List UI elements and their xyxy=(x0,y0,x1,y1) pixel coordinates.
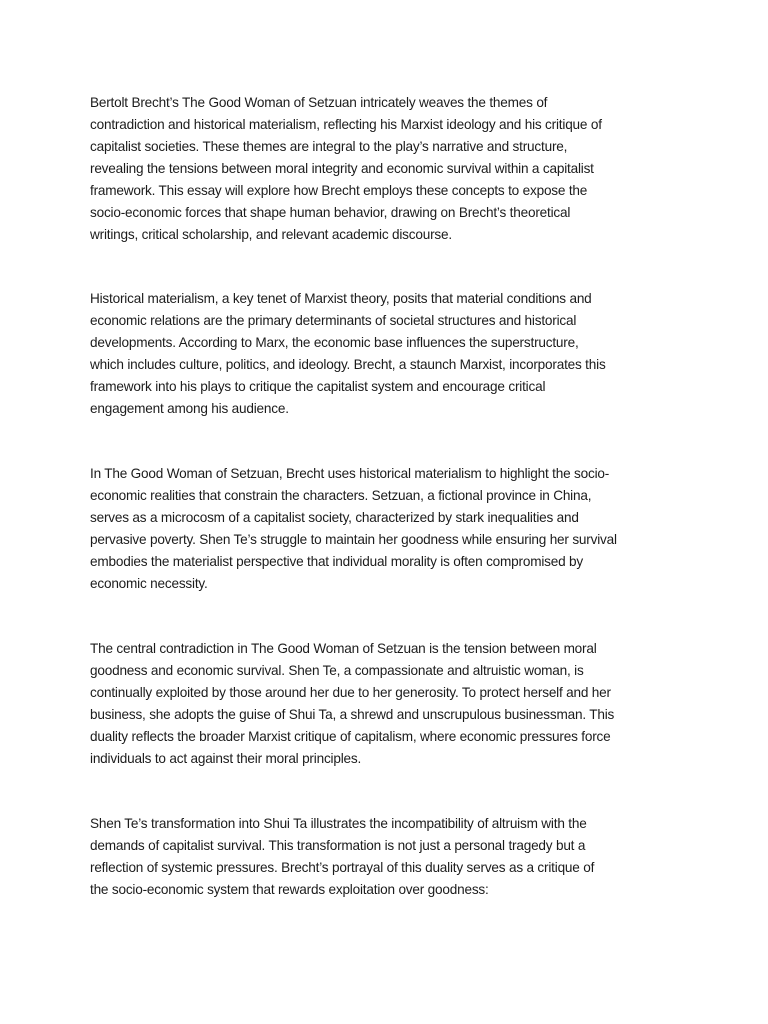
text-line: duality reflects the broader Marxist critique of capitalism, where economic pressures force xyxy=(90,729,611,744)
text-line: Shen Te’s transformation into Shui Ta illustrates the incompatibility of altruism with the xyxy=(90,816,587,831)
text-line: business, she adopts the guise of Shui Ta, a shrewd and unscrupulous businessman. This xyxy=(90,707,615,722)
text-line: pervasive poverty. Shen Te’s struggle to maintain her goodness while ensuring her survival xyxy=(90,532,617,547)
text-line: goodness and economic survival. Shen Te, a compassionate and altruistic woman, is xyxy=(90,663,584,678)
text-line: contradiction and historical materialism, reflecting his Marxist ideology and his critique of xyxy=(90,117,602,132)
text-line: The central contradiction in The Good Woman of Setzuan is the tension between moral xyxy=(90,641,597,656)
text-line: demands of capitalist survival. This transformation is not just a personal tragedy but a xyxy=(90,838,586,853)
paragraph-central-contradiction xyxy=(90,638,690,770)
text-line: developments. According to Marx, the economic base influences the superstructure, xyxy=(90,335,579,350)
paragraph-setzuan-materialism xyxy=(90,463,690,595)
text-line: continually exploited by those around her due to her generosity. To protect herself and her xyxy=(90,685,611,700)
text-line: individuals to act against their moral principles. xyxy=(90,751,362,766)
text-line: embodies the materialist perspective that individual morality is often compromised by xyxy=(90,554,583,569)
text-line: framework. This essay will explore how Brecht employs these concepts to expose the xyxy=(90,183,588,198)
text-line: serves as a microcosm of a capitalist society, characterized by stark inequalities and xyxy=(90,510,579,525)
text-line: Bertolt Brecht’s The Good Woman of Setzuan intricately weaves the themes of xyxy=(90,95,548,110)
text-line: which includes culture, politics, and ideology. Brecht, a staunch Marxist, incorporates this xyxy=(90,357,606,372)
text-line: revealing the tensions between moral integrity and economic survival within a capitalist xyxy=(90,161,594,176)
text-line: economic relations are the primary determinants of societal structures and historical xyxy=(90,313,577,328)
paragraph-transformation xyxy=(90,813,690,901)
text-line: Historical materialism, a key tenet of Marxist theory, posits that material conditions and xyxy=(90,291,592,306)
text-line: In The Good Woman of Setzuan, Brecht uses historical materialism to highlight the socio- xyxy=(90,466,610,481)
paragraph-introduction xyxy=(90,92,690,246)
paragraph-historical-materialism xyxy=(90,288,690,420)
text-line: socio-economic forces that shape human behavior, drawing on Brecht’s theoretical xyxy=(90,205,571,220)
text-line: economic necessity. xyxy=(90,576,208,591)
text-line: economic realities that constrain the characters. Setzuan, a fictional province in China, xyxy=(90,488,592,503)
text-line: reflection of systemic pressures. Brecht’s portrayal of this duality serves as a critique of xyxy=(90,860,595,875)
text-line: writings, critical scholarship, and relevant academic discourse. xyxy=(90,227,452,242)
text-line: capitalist societies. These themes are integral to the play’s narrative and structure, xyxy=(90,139,568,154)
text-line: framework into his plays to critique the capitalist system and encourage critical xyxy=(90,379,546,394)
text-line: engagement among his audience. xyxy=(90,401,289,416)
text-line: the socio-economic system that rewards exploitation over goodness: xyxy=(90,882,489,897)
